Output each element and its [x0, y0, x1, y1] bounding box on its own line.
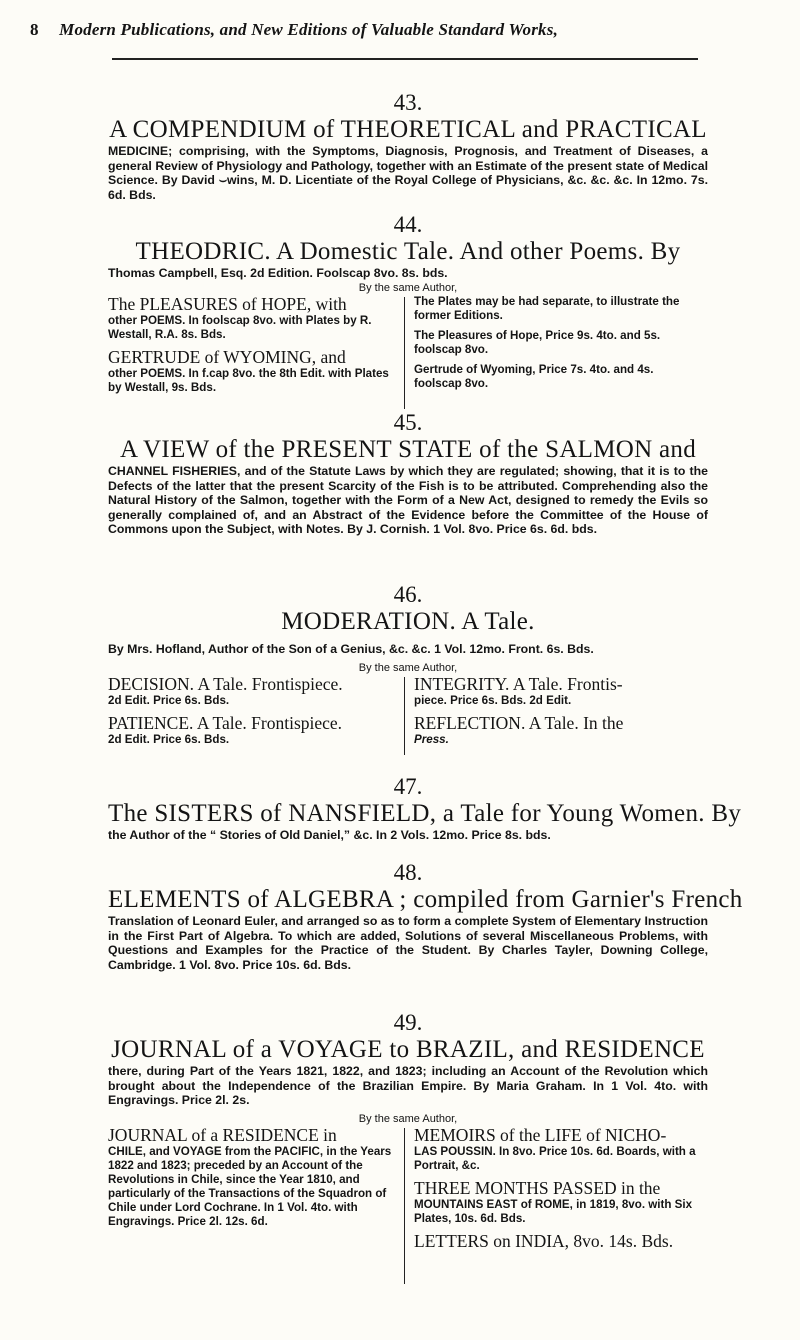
left-column	[108, 295, 392, 401]
related-body: LAS POUSSIN. In 8vo. Price 10s. 6d. Boards, with a Portrait, &c.	[414, 1144, 696, 1172]
entry-47	[108, 774, 742, 843]
entry-number: 45.	[393, 410, 423, 435]
entry-title: MODERATION. A Tale.	[281, 608, 535, 635]
related-title: GERTRUDE of WYOMING, and	[108, 346, 346, 367]
related-work	[414, 714, 704, 747]
left-column	[108, 675, 392, 753]
header-rule	[112, 58, 698, 60]
entry-number: 44.	[393, 212, 423, 237]
entry-body: the Author of the “ Stories of Old Daniel,” &c. In 2 Vols. 12mo. Price 8s. bds.	[108, 828, 551, 842]
entry-title: A VIEW of the PRESENT STATE of the SALMON and	[119, 436, 697, 463]
related-body: MOUNTAINS EAST of ROME, in 1819, 8vo. with Six Plates, 10s. 6d. Bds.	[414, 1197, 693, 1225]
related-title: THREE MONTHS PASSED in the	[414, 1177, 661, 1198]
related-work	[414, 675, 704, 708]
entry-number: 48.	[393, 860, 423, 885]
left-column	[108, 1126, 392, 1235]
related-body: The Plates may be had separate, to illustrate the former Editions.	[414, 294, 680, 322]
related-title: LETTERS on INDIA, 8vo. 14s. Bds.	[414, 1230, 674, 1251]
entry-44	[108, 212, 708, 415]
entry-43	[108, 90, 708, 202]
related-title: DECISION. A Tale. Frontispiece.	[108, 673, 343, 694]
page-number: 8	[30, 20, 39, 39]
right-column	[414, 1126, 704, 1257]
entry-49	[108, 1010, 708, 1296]
related-work	[414, 1232, 704, 1251]
related-work	[108, 348, 392, 395]
entry-title: The SISTERS of NANSFIELD, a Tale for Young Women. By	[108, 800, 742, 827]
by-same-author: By the same Author,	[358, 1112, 458, 1125]
entry-body: CHANNEL FISHERIES, and of the Statute Laws by which they are regulated; showing, that it is to the Defects of the latter that the present Scarcity of the Fish is to be attributed. Comprehending also the Natural History of the Salmon, together with the Form of a New Act, designed to remedy the Evils so generally complained of, and an Abstract of the Evidence before the Committee of the House of Commons upon the Subject, with Notes. By J. Cornish. 1 Vol. 8vo. Price 6s. 6d. bds.	[108, 464, 708, 537]
column-divider	[404, 677, 405, 755]
related-title: JOURNAL of a RESIDENCE in	[108, 1124, 337, 1145]
entry-title: ELEMENTS of ALGEBRA ; compiled from Garnier's French	[108, 886, 743, 913]
entry-46	[108, 582, 708, 759]
related-body: Press.	[414, 732, 449, 746]
entry-title: JOURNAL of a VOYAGE to BRAZIL, and RESIDENCE	[111, 1036, 705, 1063]
related-body: other POEMS. In f.cap 8vo. the 8th Edit. with Plates by Westall, 9s. Bds.	[108, 366, 389, 394]
entry-45	[108, 410, 708, 537]
column-divider	[404, 1128, 405, 1284]
related-title: INTEGRITY. A Tale. Frontis-	[414, 673, 623, 694]
by-same-author: By the same Author,	[358, 281, 458, 294]
entry-number: 47.	[393, 774, 423, 799]
related-work	[414, 1126, 704, 1173]
related-work	[108, 714, 392, 747]
related-title: The PLEASURES of HOPE, with	[108, 293, 347, 314]
column-divider	[404, 297, 405, 409]
related-works	[108, 295, 708, 415]
related-body: 2d Edit. Price 6s. Bds.	[108, 693, 230, 707]
entry-number: 49.	[393, 1010, 423, 1035]
related-body: other POEMS. In foolscap 8vo. with Plates by R. Westall, R.A. 8s. Bds.	[108, 313, 372, 341]
entry-number: 43.	[393, 90, 423, 115]
related-work	[108, 1126, 392, 1229]
related-work	[108, 295, 392, 342]
related-work	[414, 1179, 704, 1226]
entry-body: Thomas Campbell, Esq. 2d Edition. Foolscap 8vo. 8s. bds.	[108, 266, 448, 280]
related-body: CHILE, and VOYAGE from the PACIFIC, in the Years 1822 and 1823; preceded by an Account of the Revolutions in Chile, since the Year 1810, and particularly of the Transactions of the Squadron of Chile under Lord Cochrane. In 1 Vol. 4to. with Engravings. Price 2l. 12s. 6d.	[108, 1144, 392, 1228]
right-column	[414, 675, 704, 753]
related-work	[108, 675, 392, 708]
entry-title: A COMPENDIUM of THEORETICAL and PRACTICAL	[109, 116, 707, 143]
entry-48	[108, 860, 743, 972]
running-head	[30, 20, 770, 40]
entry-title: THEODRIC. A Domestic Tale. And other Poems. By	[135, 238, 681, 265]
related-title: PATIENCE. A Tale. Frontispiece.	[108, 712, 343, 733]
related-body: 2d Edit. Price 6s. Bds.	[108, 732, 230, 746]
entry-number: 46.	[393, 582, 423, 607]
running-title: Modern Publications, and New Editions of Valuable Standard Works,	[59, 20, 559, 39]
related-body: The Pleasures of Hope, Price 9s. 4to. and 5s. foolscap 8vo.	[414, 328, 661, 356]
related-body: Gertrude of Wyoming, Price 7s. 4to. and 4s. foolscap 8vo.	[414, 362, 654, 390]
by-same-author: By the same Author,	[358, 661, 458, 674]
entry-body: MEDICINE; comprising, with the Symptoms, Diagnosis, Prognosis, and Treatment of Diseases, a general Review of Physiology and Pathology, together with an Estimate of the present state of Medical Science. By David ⌣wins, M. D. Licentiate of the Royal College of Physicians, &c. &c. &c. In 12mo. 7s. 6d. Bds.	[108, 144, 708, 202]
related-title: REFLECTION. A Tale. In the	[414, 712, 624, 733]
entry-body: By Mrs. Hofland, Author of the Son of a Genius, &c. &c. 1 Vol. 12mo. Front. 6s. Bds.	[108, 642, 594, 656]
related-works	[108, 675, 708, 759]
entry-body: there, during Part of the Years 1821, 1822, and 1823; including an Account of the Revolution which brought about the Independence of the Brazilian Empire. By Maria Graham. In 1 Vol. 4to. with Engravings. Price 2l. 2s.	[108, 1064, 708, 1108]
entry-body: Translation of Leonard Euler, and arranged so as to form a complete System of Elementary Instruction in the First Part of Algebra. To which are added, Solutions of several Miscellaneous Problems, with Questions and Examples for the Practice of the Student. By Charles Tayler, Downing College, Cambridge. 1 Vol. 8vo. Price 10s. 6d. Bds.	[108, 914, 708, 972]
related-body: piece. Price 6s. Bds. 2d Edit.	[414, 693, 572, 707]
right-column	[414, 295, 704, 397]
related-works	[108, 1126, 708, 1296]
related-title: MEMOIRS of the LIFE of NICHO-	[414, 1124, 667, 1145]
